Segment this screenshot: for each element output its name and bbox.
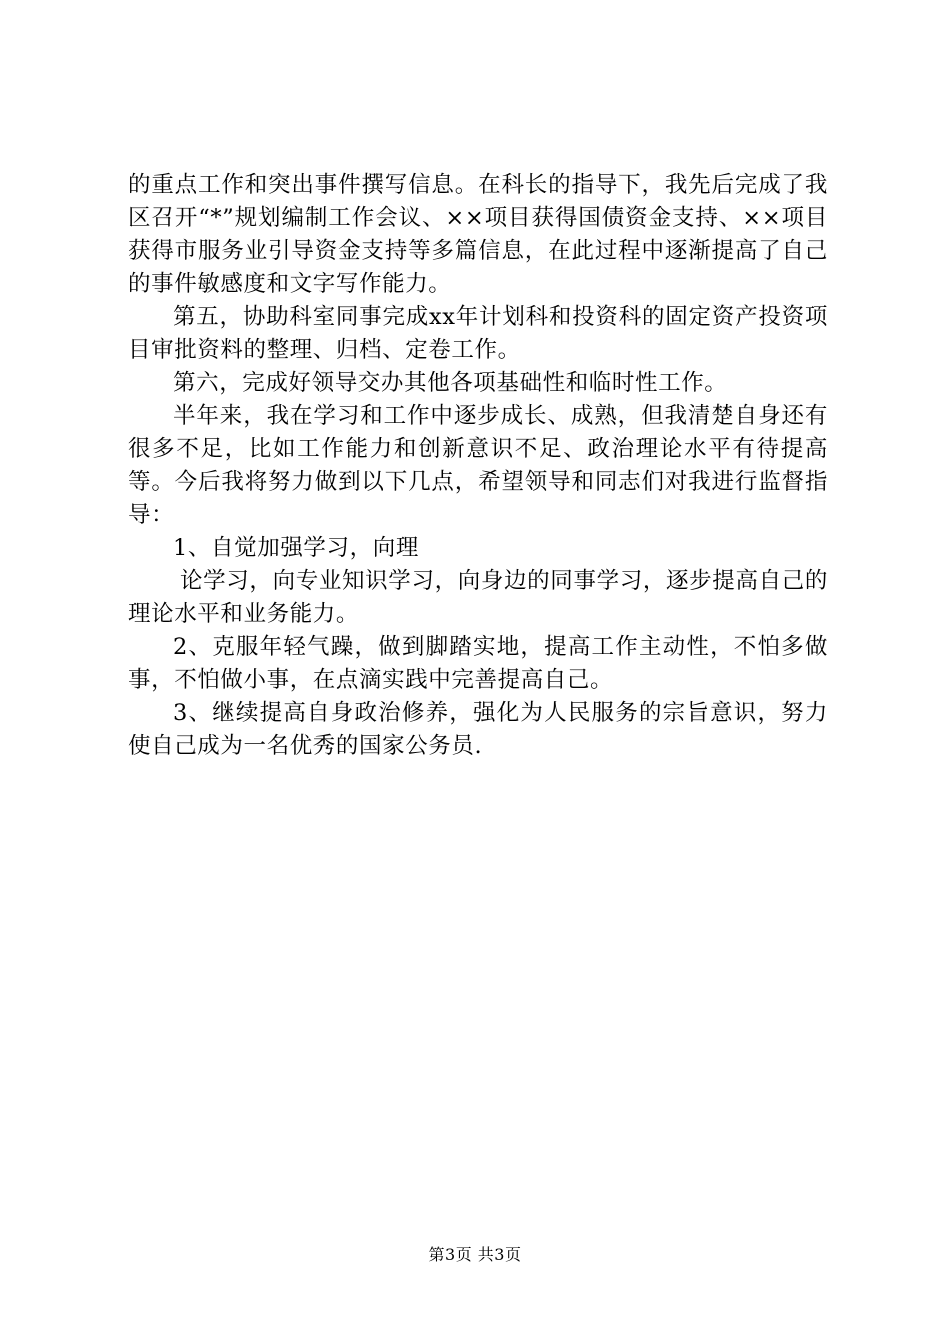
paragraph-summary: 半年来，我在学习和工作中逐步成长、成熟，但我清楚自身还有很多不足，比如工作能力和创新意识不足、政治理论水平有待提高等。今后我将努力做到以下几点，希望领导和同志们对我进行监督指导：: [128, 403, 828, 528]
paragraph-item-six: 第六，完成好领导交办其他各项基础性和临时性工作。: [173, 370, 728, 396]
document-body: [128, 169, 828, 763]
paragraph-continuation: 的重点工作和突出事件撰写信息。在科长的指导下，我先后完成了我区召开“*”规划编制工作会议、××项目获得国债资金支持、××项目获得市服务业引导资金支持等多篇信息，在此过程中逐渐提高了自己的事件敏感度和文字写作能力。: [128, 172, 828, 297]
list-item-one-head: 1、自觉加强学习，向理: [173, 535, 419, 561]
paragraph-item-five: 第五，协助科室同事完成xx年计划科和投资科的固定资产投资项目审批资料的整理、归档、定卷工作。: [128, 304, 828, 363]
page-footer: [0, 1244, 950, 1266]
list-item-three: 3、继续提高自身政治修养，强化为人民服务的宗旨意识，努力使自己成为一名优秀的国家公务员.: [128, 700, 828, 759]
list-item-one-continuation: 论学习，向专业知识学习，向身边的同事学习，逐步提高自己的理论水平和业务能力。: [128, 568, 828, 627]
list-item-two: 2、克服年轻气躁，做到脚踏实地，提高工作主动性，不怕多做事，不怕做小事，在点滴实践中完善提高自己。: [128, 634, 828, 693]
page-number-label: 第3页 共3页: [428, 1245, 522, 1264]
